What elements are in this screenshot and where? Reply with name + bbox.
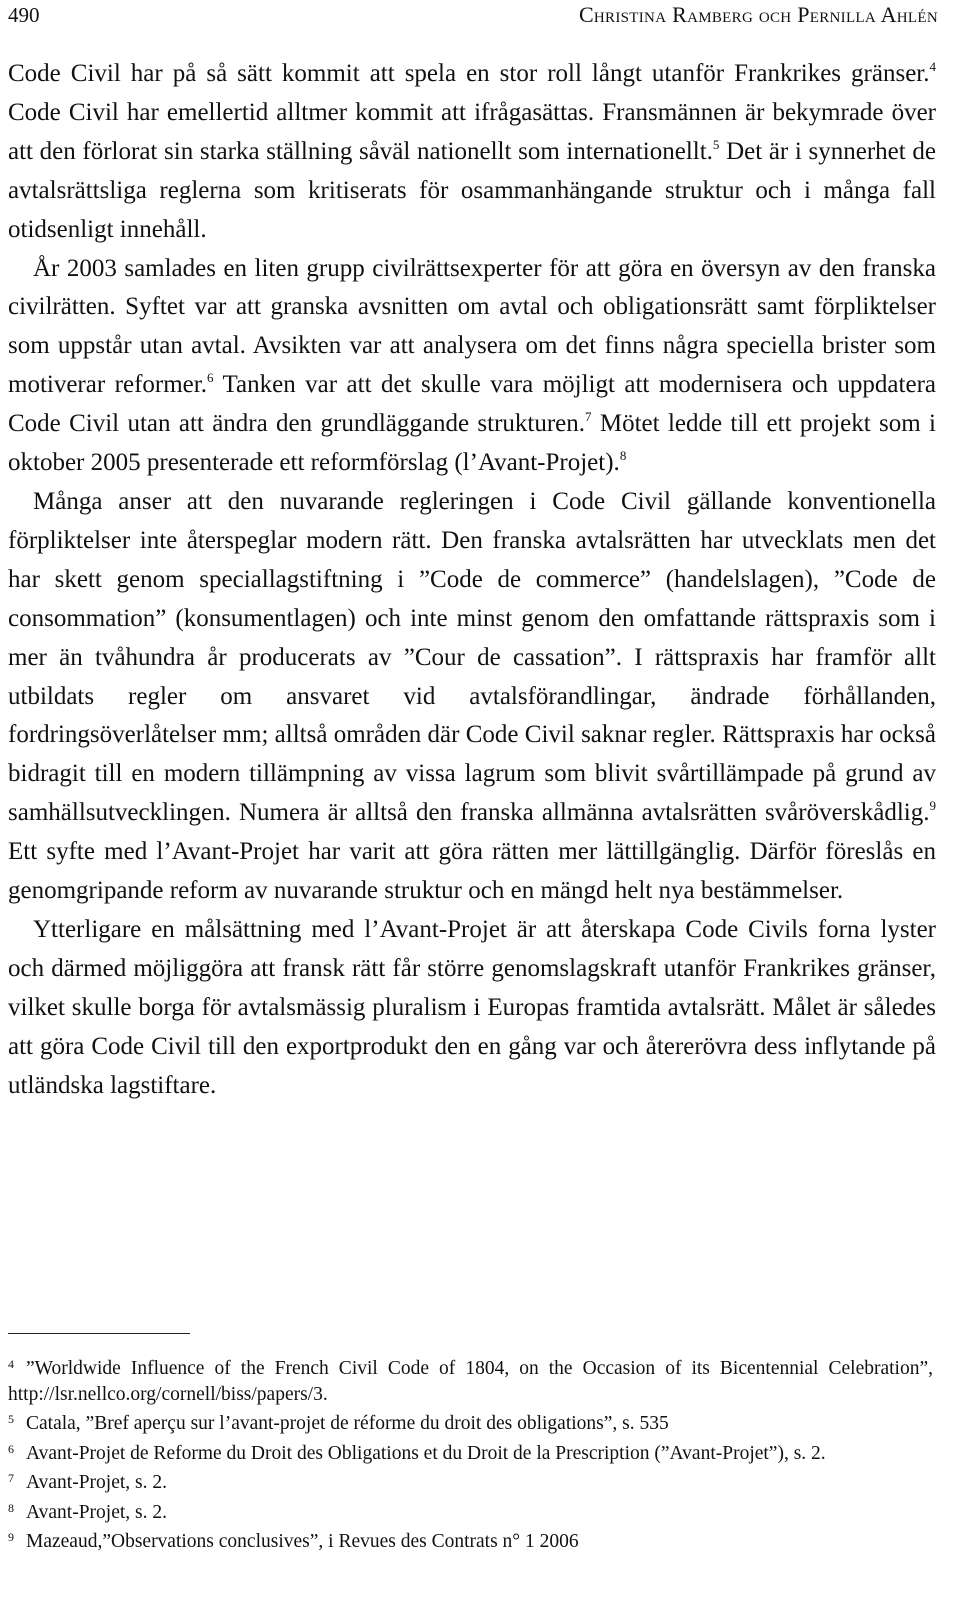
- footnote-ref[interactable]: 9: [929, 798, 936, 814]
- footnote-number: 7: [8, 1471, 14, 1485]
- footnote: [8, 1352, 933, 1407]
- footnote-number: 4: [8, 1357, 14, 1371]
- paragraph: [8, 250, 936, 483]
- paragraph-text: Ett syfte med l’Avant-Projet har varit att göra rätten mer lättillgänglig. Därför föreslås en genomgripande reform av nuvarande struktur och en mängd helt nya bestämmelser.: [8, 838, 936, 905]
- paragraph-text: Det är i synnerhet de avtalsrättsliga reglerna som kritiserats för osammanhängande struktur och i många fall otidsenligt innehåll.: [8, 137, 936, 243]
- footnote: [8, 1407, 933, 1437]
- footnote-text: Avant-Projet, s. 2.: [26, 1501, 167, 1523]
- body-text: [8, 55, 936, 1105]
- footnotes: [8, 1352, 933, 1555]
- paragraph-text: Tanken var att det skulle vara möjligt att modernisera och uppdatera Code Civil utan att ändra den grundläggande strukturen.: [8, 371, 936, 438]
- page-header: [8, 0, 938, 30]
- footnote: [8, 1466, 933, 1496]
- paragraph: [8, 483, 936, 911]
- paragraph-text: Code Civil har emellertid alltmer kommit att ifrågasättas. Fransmännen är bekymrade över att den förlorat sin starka ställning såväl nationellt som internationellt.: [8, 98, 936, 165]
- footnote-separator: [8, 1333, 190, 1334]
- running-head: Christina Ramberg och Pernilla Ahlén: [578, 2, 938, 27]
- footnote-ref[interactable]: 5: [712, 136, 720, 152]
- footnote-number: 6: [8, 1441, 14, 1456]
- footnote-ref[interactable]: 8: [619, 448, 627, 464]
- footnote-text: Avant-Projet, s. 2.: [26, 1472, 167, 1493]
- footnote-text: Catala, ”Bref aperçu sur l’avant-projet de réforme du droit des obligations”, s. 535: [26, 1413, 669, 1434]
- paragraph: [8, 911, 936, 1106]
- footnote-number: 9: [8, 1530, 14, 1544]
- footnote-number: 5: [8, 1412, 14, 1426]
- footnote: [8, 1525, 933, 1555]
- footnote-text: Mazeaud,”Observations conclusives”, i Revues des Contrats n° 1 2006: [26, 1531, 579, 1552]
- paragraph-text: Mötet ledde till ett projekt som i oktober 2005 presenterade ett reformförslag (l’Avant-Projet).: [8, 410, 937, 477]
- paragraph-text: Ytterligare en målsättning med l’Avant-Projet är att återskapa Code Civils forna lyster och därmed möjliggöra att fransk rätt får större genomslagskraft utanför Frankrikes gränser, vilket skulle borga för avtalsmässig pluralism i Europas framtida avtalsrätt. Målet är således att göra Code Civil till den exportprodukt den en gång var och återerövra dess inflytande på utländska lagstiftare.: [8, 915, 936, 1099]
- footnote-ref[interactable]: 6: [206, 370, 214, 386]
- footnote-text: Avant-Projet de Reforme du Droit des Obligations et du Droit de la Prescription (”Avant-Projet”), s. 2.: [26, 1442, 826, 1464]
- paragraph: [8, 55, 936, 250]
- footnote: [8, 1437, 933, 1467]
- footnote-number: 8: [8, 1500, 14, 1515]
- paragraph-text: År 2003 samlades en liten grupp civilrättsexperter för att göra en översyn av den franska civilrätten. Syftet var att granska avsnitten om avtal och obligationsrätt samt förpliktelser som uppstår utan avtal. Avsikten var att analysera om det finns några speciella brister som motiverar reformer.: [8, 254, 936, 399]
- page-number: 490: [8, 3, 40, 27]
- footnote-ref[interactable]: 4: [929, 59, 936, 74]
- paragraph-text: Många anser att den nuvarande regleringen i Code Civil gällande konventionella förpliktelser inte återspeglar modern rätt. Den franska avtalsrätten har utvecklats men det har skett genom speciallagstiftning i ”Code de commerce” (handelslagen), ”Code de consommation” (konsumentlagen) och inte minst genom den omfattande rättspraxis som i mer än tvåhundra år producerats av ”Cour de cassation”. I rättspraxis har framför allt utbildats regler om ansvaret vid avtalsförandlingar, ändrade förhållanden, fordringsöverlåtelser mm; alltså områden där Code Civil saknar regler. Rättspraxis har också bidragit till en modern tillämpning av vissa lagrum som blivit svårtillämpade på grund av samhällsutvecklingen. Numera är alltså den franska allmänna avtalsrätten svåröverskådlig.: [8, 487, 936, 827]
- footnote-ref[interactable]: 7: [585, 409, 592, 425]
- footnote-text: ”Worldwide Influence of the French Civil Code of 1804, on the Occasion of its Bicentennial Celebration”, http://lsr.nellco.org/cornell/biss/papers/3.: [8, 1358, 933, 1405]
- paragraph-text: Code Civil har på så sätt kommit att spela en stor roll långt utanför Frankrikes gränser.: [8, 60, 930, 87]
- footnote: [8, 1496, 933, 1526]
